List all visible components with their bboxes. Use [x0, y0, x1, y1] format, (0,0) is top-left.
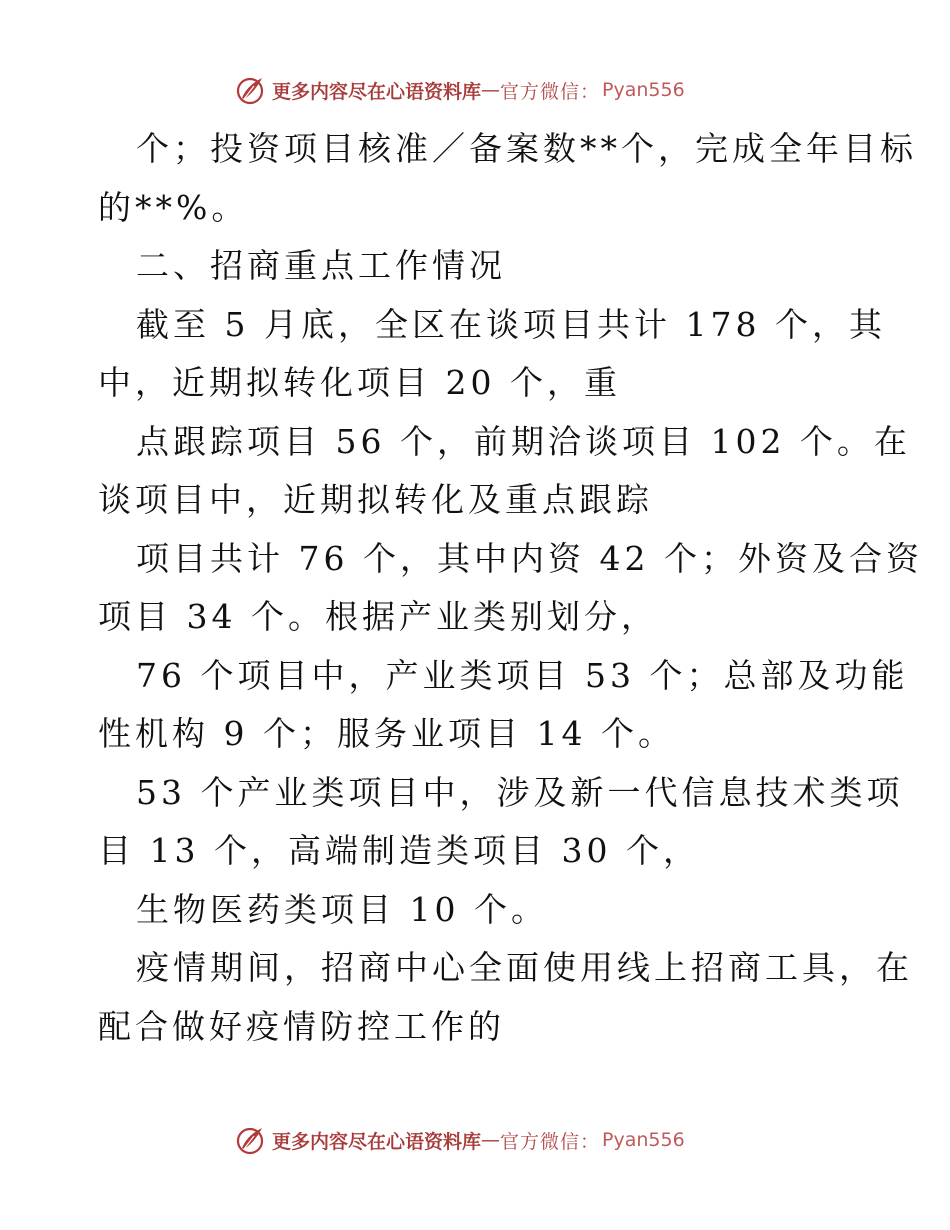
header-watermark [234, 73, 685, 107]
watermark-wechat-label: 官方微信： [500, 80, 601, 103]
text-line: 二、招商重点工作情况 [136, 246, 506, 285]
feather-logo-icon [234, 1124, 266, 1156]
text-line: 谈项目中，近期拟转化及重点跟踪 [98, 480, 653, 519]
text-line: 配合做好疫情防控工作的 [98, 1006, 505, 1046]
text-line: 53 个产业类项目中，涉及新一代信息技术类项 [136, 772, 904, 812]
watermark-site-text: 更多内容尽在心语资料库 [272, 80, 482, 103]
watermark-separator: — [481, 79, 501, 101]
watermark-site-text: 更多内容尽在心语资料库 [272, 1130, 482, 1153]
footer-watermark [234, 1123, 685, 1157]
text-line: 生物医药类项目 10 个。 [136, 889, 548, 929]
text-line: 性机构 9 个；服务业项目 14 个。 [98, 714, 675, 753]
feather-logo-icon [234, 74, 266, 106]
text-line: 点跟踪项目 56 个，前期洽谈项目 102 个。在 [136, 421, 911, 461]
text-line: 76 个项目中，产业类项目 53 个；总部及功能 [136, 655, 909, 695]
text-line: 的**%。 [98, 187, 249, 227]
text-line: 目 13 个，高端制造类项目 30 个， [98, 831, 700, 870]
watermark-separator: — [481, 1129, 501, 1151]
text-line: 截至 5 月底，全区在谈项目共计 178 个，其 [136, 304, 886, 344]
text-line: 项目共计 76 个，其中内资 42 个；外资及合资 [136, 538, 923, 578]
watermark-wechat-id: Pyan556 [602, 1129, 685, 1151]
text-line: 疫情期间，招商中心全面使用线上招商工具，在 [136, 948, 913, 987]
text-line: 个；投资项目核准／备案数**个，完成全年目标 [136, 129, 917, 168]
text-line: 中，近期拟转化项目 20 个，重 [98, 363, 621, 402]
document-body [98, 120, 923, 1056]
text-line: 项目 34 个。根据产业类别划分， [98, 597, 658, 636]
watermark-wechat-id: Pyan556 [602, 79, 685, 101]
watermark-wechat-label: 官方微信： [500, 1130, 601, 1153]
